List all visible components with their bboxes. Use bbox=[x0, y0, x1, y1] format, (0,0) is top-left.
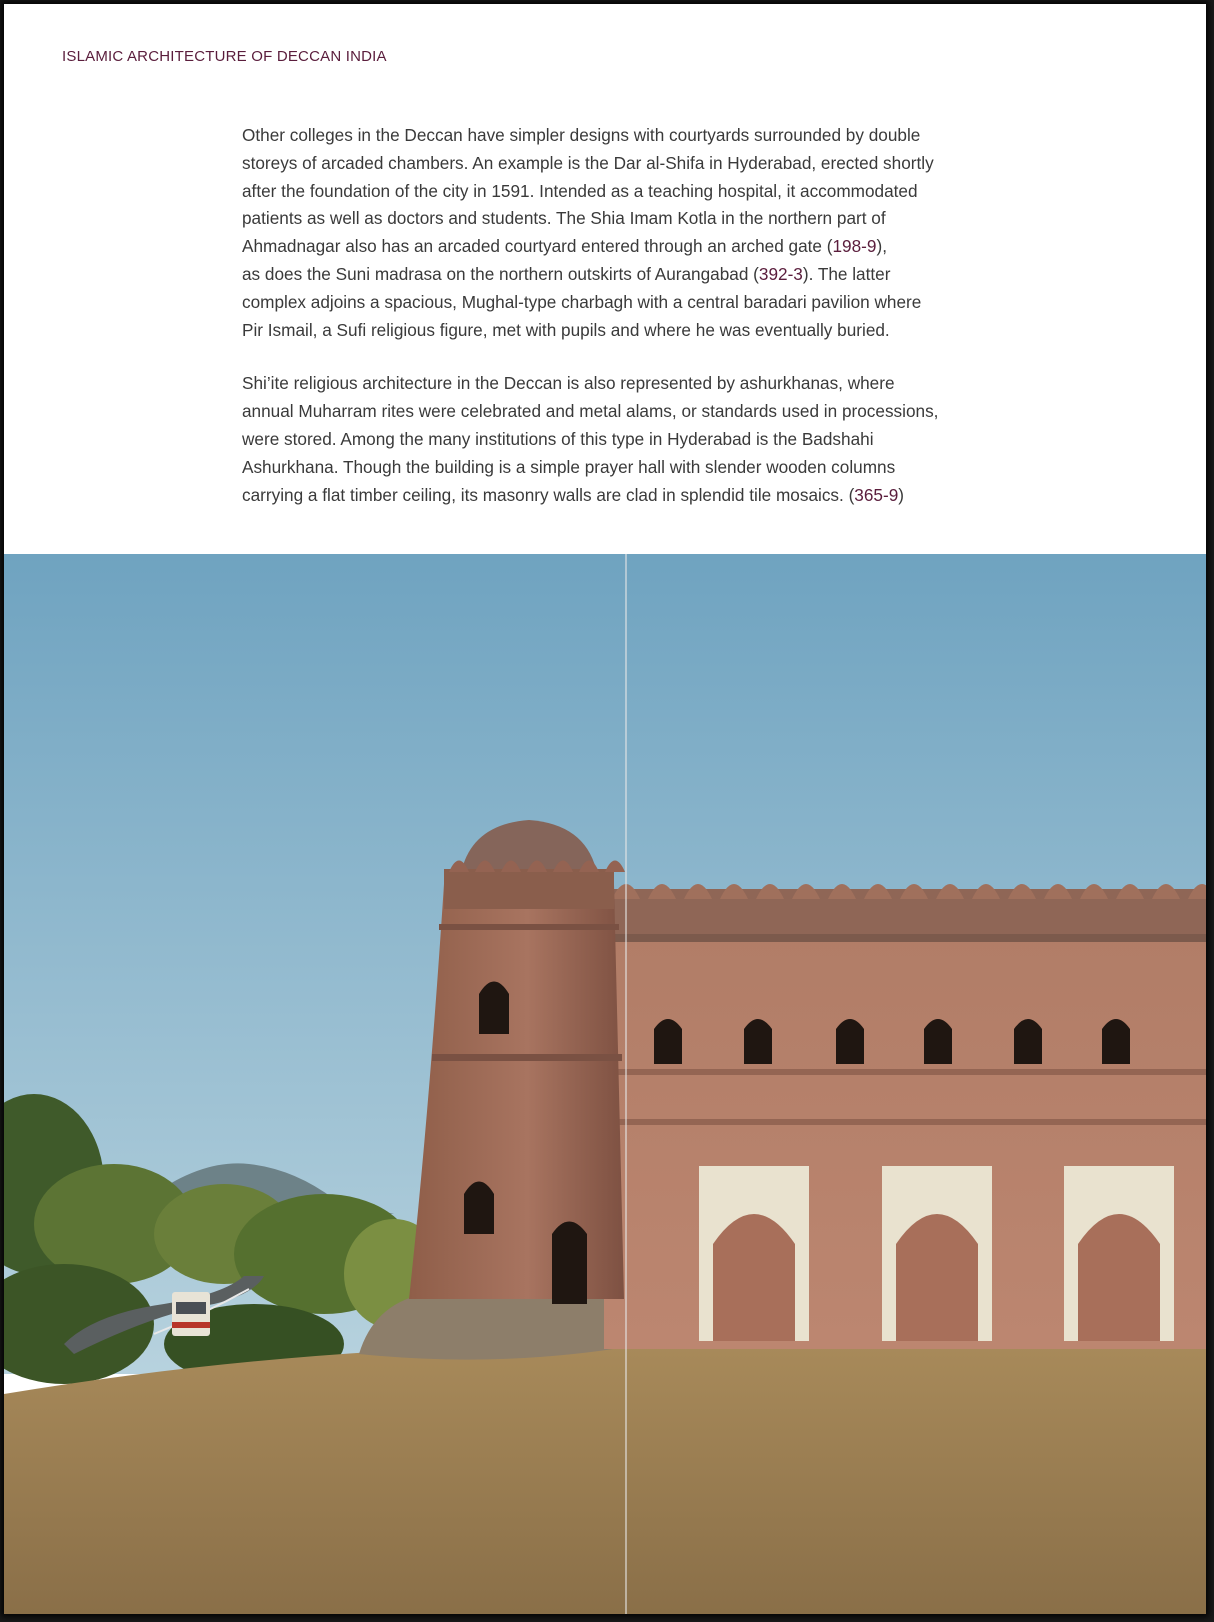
text-line bbox=[242, 122, 962, 150]
text-run: storeys of arcaded chambers. An example is the Dar al-Shifa in Hyderabad, erected shortly bbox=[242, 152, 934, 173]
text-run: ), bbox=[876, 236, 887, 257]
figure-reference[interactable]: 365-9 bbox=[854, 484, 899, 505]
text-line bbox=[242, 426, 962, 454]
ground bbox=[4, 1344, 1206, 1614]
figure-reference[interactable]: 392-3 bbox=[758, 263, 803, 284]
text-run: ). The latter bbox=[802, 263, 891, 284]
text-line bbox=[242, 482, 962, 510]
text-line bbox=[242, 370, 962, 398]
text-line bbox=[242, 317, 962, 345]
text-run: were stored. Among the many institutions of this type in Hyderabad is the Badshahi bbox=[242, 428, 874, 449]
paragraph bbox=[242, 370, 962, 509]
fort-wall bbox=[604, 884, 1206, 1349]
text-line bbox=[242, 398, 962, 426]
window bbox=[1014, 1019, 1042, 1064]
bus bbox=[172, 1292, 210, 1336]
text-run: as does the Suni madrasa on the northern outskirts of Aurangabad ( bbox=[242, 263, 759, 284]
text-line bbox=[242, 178, 962, 206]
window bbox=[744, 1019, 772, 1064]
text-run: Pir Ismail, a Sufi religious figure, met with pupils and where he was eventually buried. bbox=[242, 319, 890, 340]
text-run: patients as well as doctors and students. The Shia Imam Kotla in the northern part of bbox=[242, 208, 886, 229]
window bbox=[836, 1019, 864, 1064]
pointed-arches bbox=[699, 1166, 1174, 1341]
text-run: annual Muharram rites were celebrated and metal alams, or standards used in processions, bbox=[242, 401, 939, 422]
text-run: ) bbox=[898, 484, 904, 505]
paragraph bbox=[242, 122, 962, 344]
text-line bbox=[242, 233, 962, 261]
fort-photograph bbox=[4, 554, 1206, 1614]
body-text bbox=[242, 122, 962, 535]
arch-recess bbox=[713, 1214, 795, 1341]
text-line bbox=[242, 289, 962, 317]
text-run: Shi’ite religious architecture in the Deccan is also represented by ashurkhanas, where bbox=[242, 373, 895, 394]
text-line bbox=[242, 261, 962, 289]
arch-recess bbox=[896, 1214, 978, 1341]
text-run: Ahmadnagar also has an arcaded courtyard entered through an arched gate ( bbox=[242, 236, 833, 257]
window bbox=[1102, 1019, 1130, 1064]
window bbox=[654, 1019, 682, 1064]
text-run: Other colleges in the Deccan have simpler designs with courtyards surrounded by double bbox=[242, 125, 921, 145]
text-run: Ashurkhana. Though the building is a simple prayer hall with slender wooden columns bbox=[242, 456, 896, 477]
text-line bbox=[242, 150, 962, 178]
window bbox=[924, 1019, 952, 1064]
text-line bbox=[242, 454, 962, 482]
book-page bbox=[4, 4, 1206, 1614]
text-line bbox=[242, 205, 962, 233]
text-run: carrying a flat timber ceiling, its masonry walls are clad in splendid tile mosaics. ( bbox=[242, 484, 855, 505]
arch-recess bbox=[1078, 1214, 1160, 1341]
running-head: ISLAMIC ARCHITECTURE OF DECCAN INDIA bbox=[62, 48, 387, 65]
text-run: complex adjoins a spacious, Mughal-type charbagh with a central baradari pavilion where bbox=[242, 291, 922, 312]
text-run: after the foundation of the city in 1591. Intended as a teaching hospital, it accommodated bbox=[242, 180, 918, 201]
figure-reference[interactable]: 198-9 bbox=[832, 236, 877, 257]
